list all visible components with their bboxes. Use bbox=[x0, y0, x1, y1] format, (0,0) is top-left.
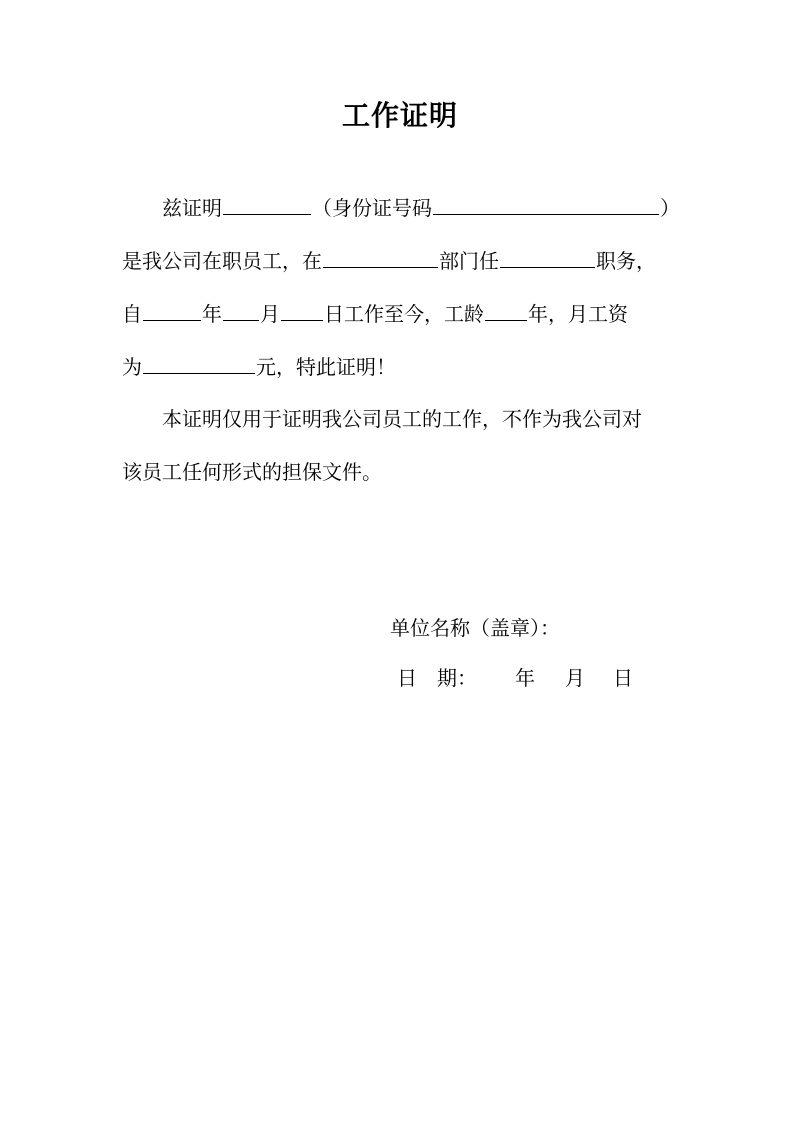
disclaimer-line-1: 本证明仅用于证明我公司员工的工作，不作为我公司对 bbox=[162, 407, 642, 431]
certify-line-3 bbox=[122, 300, 628, 328]
department-blank[interactable] bbox=[323, 247, 438, 268]
start-day-blank[interactable] bbox=[281, 300, 323, 321]
certify-line-1 bbox=[162, 194, 680, 222]
disclaimer-line-2: 该员工任何形式的担保文件。 bbox=[122, 460, 382, 484]
month-label: 月 bbox=[260, 302, 280, 326]
start-month-blank[interactable] bbox=[223, 300, 259, 321]
id-number-blank[interactable] bbox=[433, 194, 659, 215]
date-label: 日 期： bbox=[397, 666, 477, 690]
date-month-label: 月 bbox=[565, 666, 585, 690]
from-label: 自 bbox=[122, 302, 142, 326]
close-paren: ） bbox=[660, 196, 680, 220]
date-year-label: 年 bbox=[515, 666, 535, 690]
closing-text: 元，特此证明！ bbox=[256, 355, 396, 379]
id-label: （身份证号码 bbox=[312, 196, 432, 220]
salary-blank[interactable] bbox=[143, 353, 255, 374]
certify-text: 兹证明 bbox=[162, 196, 222, 220]
department-label: 部门任 bbox=[439, 249, 499, 273]
salary-label: 年，月工资 bbox=[528, 302, 628, 326]
employee-text: 是我公司在职员工，在 bbox=[122, 249, 322, 273]
certify-line-2 bbox=[122, 247, 656, 275]
date-day-label: 日 bbox=[613, 666, 633, 690]
start-year-blank[interactable] bbox=[143, 300, 201, 321]
salary-prefix: 为 bbox=[122, 355, 142, 379]
seniority-years-blank[interactable] bbox=[485, 300, 527, 321]
name-blank[interactable] bbox=[223, 194, 311, 215]
year-label: 年 bbox=[202, 302, 222, 326]
certify-line-4 bbox=[122, 353, 396, 381]
seniority-label: 日工作至今，工龄 bbox=[324, 302, 484, 326]
org-name-label: 单位名称（盖章）： bbox=[390, 616, 560, 640]
position-blank[interactable] bbox=[500, 247, 595, 268]
document-title: 工作证明 bbox=[341, 99, 458, 132]
position-label: 职务， bbox=[596, 249, 656, 273]
date-row bbox=[397, 664, 633, 692]
